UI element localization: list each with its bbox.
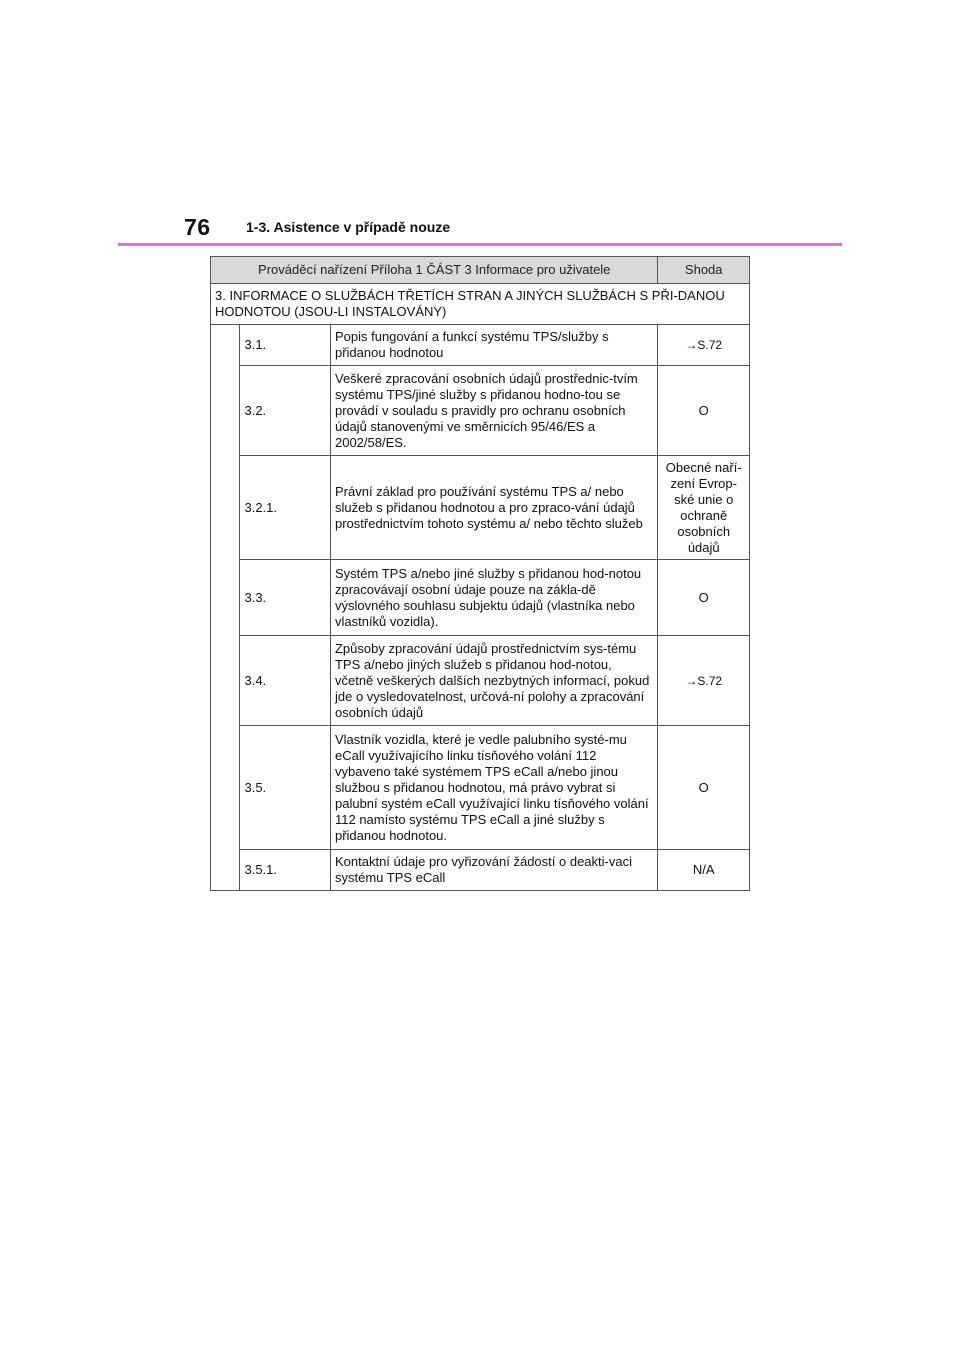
table-row — [211, 456, 750, 560]
row-compliance: O — [658, 726, 750, 850]
row-number: 3.3. — [240, 560, 331, 636]
table-row — [211, 560, 750, 636]
row-number: 3.4. — [240, 636, 331, 726]
row-number: 3.1. — [240, 325, 331, 366]
section-heading: 3. INFORMACE O SLUŽBÁCH TŘETÍCH STRAN A JINÝCH SLUŽBÁCH S PŘI-DANOU HODNOTOU (JSOU-LI INSTALOVÁNY) — [211, 284, 750, 325]
row-compliance: N/A — [658, 850, 750, 891]
row-description: Právní základ pro používání systému TPS a/ nebo služeb s přidanou hodnotou a pro zpraco-vání údajů prostřednictvím tohoto systému a/ nebo těchto služeb — [330, 456, 657, 560]
row-compliance: Obecné naří-zení Evrop-ské unie o ochraně osobních údajů — [658, 456, 750, 560]
row-number: 3.5.1. — [240, 850, 331, 891]
row-number: 3.2.1. — [240, 456, 331, 560]
row-description: Popis fungování a funkcí systému TPS/služby s přidanou hodnotou — [330, 325, 657, 366]
header-divider — [118, 243, 842, 246]
table-row — [211, 726, 750, 850]
row-compliance: O — [658, 560, 750, 636]
row-description: Kontaktní údaje pro vyřizování žádostí o deakti-vaci systému TPS eCall — [330, 850, 657, 891]
page-number: 76 — [184, 214, 211, 240]
row-number: 3.2. — [240, 366, 331, 456]
section-title: 1-3. Asistence v případě nouze — [246, 219, 451, 235]
row-compliance: →S.72 — [658, 325, 750, 366]
table-header-regulation: Prováděcí nařízení Příloha 1 ČÁST 3 Informace pro uživatele — [211, 257, 658, 284]
compliance-table — [210, 256, 750, 891]
table-row — [211, 325, 750, 366]
row-number: 3.5. — [240, 726, 331, 850]
table-row — [211, 366, 750, 456]
row-compliance: O — [658, 366, 750, 456]
row-description: Veškeré zpracování osobních údajů prostřednic-tvím systému TPS/jiné služby s přidanou hodno-tou se provádí v souladu s pravidly pro ochranu osobních údajů stanovenými ve směrnicích 95/46/ES a 2002/58/ES. — [330, 366, 657, 456]
table-section-row — [211, 284, 750, 325]
table-row — [211, 850, 750, 891]
row-compliance: →S.72 — [658, 636, 750, 726]
row-description: Způsoby zpracování údajů prostřednictvím sys-tému TPS a/nebo jiných služeb s přidanou hod-notou, včetně veškerých dalších nezbytných informací, pokud jde o vysledovatelnost, určová-ní polohy a zpracování osobních údajů — [330, 636, 657, 726]
row-description: Vlastník vozidla, které je vedle palubního systé-mu eCall využívajícího linku tísňového volání 112 vybaveno také systémem TPS eCall a/nebo jinou službou s přidanou hodnotou, má právo vybrat si palubní systém eCall využívající linku tísňového volání 112 namísto systému TPS eCall a jiné služby s přidanou hodnotou. — [330, 726, 657, 850]
table-header-row — [211, 257, 750, 284]
table-row — [211, 636, 750, 726]
table-header-shoda: Shoda — [658, 257, 750, 284]
row-description: Systém TPS a/nebo jiné služby s přidanou hod-notou zpracovávají osobní údaje pouze na zákla-dě výslovného souhlasu subjektu údajů (vlastníka nebo vlastníků vozidla). — [330, 560, 657, 636]
indent-cell — [211, 325, 240, 891]
